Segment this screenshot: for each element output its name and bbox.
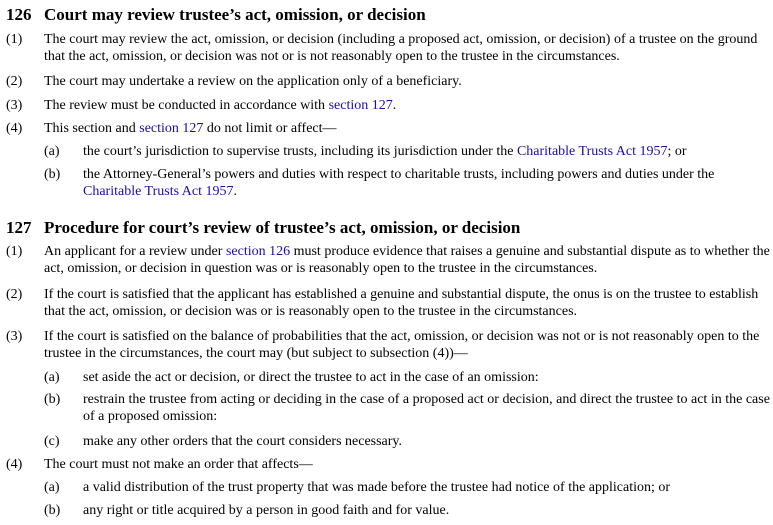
charitable-trusts-act-link[interactable]: Charitable Trusts Act 1957 [516, 144, 668, 159]
section-127-title: Procedure for court’s review of trustee’s act, omission, or decision [44, 218, 521, 237]
section-127-link[interactable]: section 127 [328, 98, 393, 113]
paragraph-label: (a) [44, 144, 60, 159]
subsection-label: (1) [6, 244, 23, 259]
paragraph-text: set aside the act or decision, or direct the trustee to act in the case of an omission: [83, 370, 539, 385]
subsection-text [44, 120, 770, 137]
text-fragment: must produce evidence that raises a genuine and substantial dispute as to whether the act, omission, or decision in question was or is reasonably open to the trustee in the circumstances. [44, 244, 770, 276]
text-fragment: do not limit or affect— [203, 121, 337, 136]
paragraph-label: (b) [44, 167, 61, 182]
subsection-label: (3) [6, 98, 23, 113]
subsection-label: (1) [6, 32, 23, 47]
text-fragment: The review must be conducted in accordance with [44, 98, 329, 113]
text-fragment: the Attorney-General’s powers and duties with respect to charitable trusts, including powers and duties under the [83, 167, 715, 182]
section-126-title: Court may review trustee’s act, omission, or decision [44, 5, 426, 24]
subsection-label: (2) [6, 287, 23, 302]
charitable-trusts-act-link[interactable]: Charitable Trusts Act 1957 [83, 184, 234, 199]
subsection-text: The court may review the act, omission, or decision (including a proposed act, omission, or decision) of a trustee on the ground that the act, omission, or decision was not or is not reasonably open to the trustee in the circumstances. [44, 32, 758, 64]
text-fragment: This section and [44, 121, 140, 136]
paragraph-text [83, 166, 770, 200]
subsection-label: (3) [6, 329, 23, 344]
text-fragment: An applicant for a review under [44, 244, 226, 259]
paragraph-text: any right or title acquired by a person in good faith and for value. [83, 503, 450, 518]
paragraph-text: restrain the trustee from acting or deciding in the case of a proposed act or decision, and direct the trustee to act in the case of a proposed omission: [83, 392, 770, 424]
paragraph-text: make any other orders that the court considers necessary. [83, 434, 403, 449]
section-127-heading [6, 218, 520, 238]
subsection-label: (2) [6, 74, 23, 89]
subsection-label: (4) [6, 457, 23, 472]
paragraph-label: (b) [44, 503, 61, 518]
subsection-text: If the court is satisfied on the balance of probabilities that the act, omission, or decision was not or is not reasonably open to the trustee in the circumstances, the court may (but subject to subsection (4))— [44, 329, 760, 361]
paragraph-label: (a) [44, 480, 60, 495]
section-127-link[interactable]: section 127 [139, 121, 204, 136]
paragraph-text [83, 143, 770, 160]
section-127-number: 127 [6, 218, 32, 237]
subsection-text [44, 243, 770, 277]
section-126-number: 126 [6, 5, 32, 24]
paragraph-label: (c) [44, 434, 60, 449]
subsection-label: (4) [6, 121, 23, 136]
text-fragment: ; or [667, 144, 687, 159]
section-126-heading [6, 5, 426, 25]
section-126-link[interactable]: section 126 [225, 244, 291, 259]
subsection-text: The court must not make an order that affects— [44, 457, 313, 472]
paragraph-label: (a) [44, 370, 60, 385]
text-fragment: . [233, 184, 238, 199]
subsection-text [44, 97, 770, 114]
paragraph-text: a valid distribution of the trust property that was made before the trustee had notice of the application; or [83, 480, 671, 495]
text-fragment: . [392, 98, 397, 113]
text-fragment: the court’s jurisdiction to supervise trusts, including its jurisdiction under the [83, 144, 517, 159]
paragraph-label: (b) [44, 392, 61, 407]
subsection-text: The court may undertake a review on the application only of a beneficiary. [44, 74, 462, 89]
subsection-text: If the court is satisfied that the applicant has established a genuine and substantial dispute, the onus is on the trustee to establish that the act, omission, or decision was or is reasonably open to the trustee in the circumstances. [44, 287, 759, 319]
